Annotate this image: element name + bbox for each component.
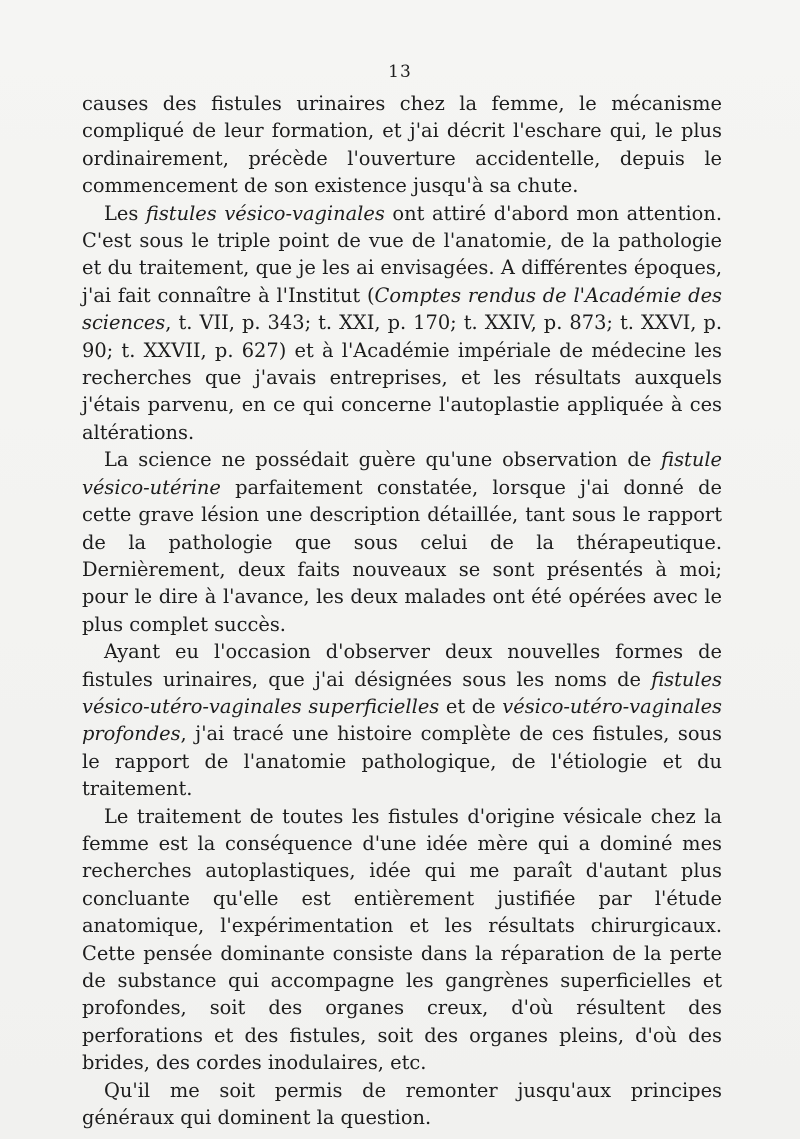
italic-term: vésico-utéro-vaginales profondes bbox=[82, 694, 722, 746]
text-run: , j'ai tracé une histoire complète de ces fistules, sous le rapport de l'anatomie pathologique, de l'étiologie et du traitement. bbox=[82, 722, 722, 801]
text-run: La science ne possédait guère qu'une observation de bbox=[104, 448, 662, 472]
paragraph-3 bbox=[82, 446, 722, 638]
text-run: causes des fistules urinaires chez la femme, le mécanisme compliqué de leur formation, et j'ai décrit l'eschare qui, le plus ordinairement, précède l'ouverture accidentelle, depuis le commencement de son existence jusqu'à sa chute. bbox=[82, 92, 722, 198]
paragraph-1 bbox=[82, 90, 722, 200]
text-run: parfaitement constatée, lorsque j'ai donné de cette grave lésion une description détaillée, tant sous le rapport de la pathologie que sous celui de la thérapeutique. Dernièrement, deux faits nouveaux se sont présentés à moi; pour le dire à l'avance, les deux malades ont été opérées avec le plus complet succès. bbox=[82, 475, 722, 636]
text-run: Le traitement de toutes les fistules d'origine vésicale chez la femme est la conséquence d'une idée mère qui a dominé mes recherches autoplastiques, idée qui me paraît d'autant plus concluante qu'elle est entièrement justifiée par l'étude anatomique, l'expérimentation et les résultats chirurgicaux. Cette pensée dominante consiste dans la réparation de la perte de substance qui accompagne les gangrènes superficielles et profondes, soit des organes creux, d'où résultent des perforations et des fistules, soit des organes pleins, d'où des brides, des cordes inodulaires, etc. bbox=[82, 804, 722, 1075]
italic-term: fistule vésico-utérine bbox=[82, 448, 722, 499]
text-run: ont attiré d'abord mon attention. C'est sous le triple point de vue de l'anatomie, de la pathologie et du traitement, que je les ai envisagées. A différentes époques, j'ai fait connaître à l'Institut ( bbox=[82, 201, 722, 307]
text-run: , t. VII, p. 343; t. XXI, p. 170; t. XXIV, p. 873; t. XXVI, p. 90; t. XXVII, p. 627) et à l'Académie impériale de médecine les recherches que j'avais entreprises, et les résultats auxquels j'étais parvenu, en ce qui concerne l'autoplastie appliquée à ces altérations. bbox=[82, 311, 722, 444]
paragraph-4 bbox=[82, 638, 722, 802]
paragraph-6 bbox=[82, 1077, 722, 1132]
text-run: Les bbox=[104, 201, 146, 225]
paragraph-2 bbox=[82, 200, 722, 447]
paragraph-5 bbox=[82, 803, 722, 1077]
text-run: Qu'il me soit permis de remonter jusqu'aux principes généraux qui dominent la question. bbox=[82, 1078, 722, 1130]
italic-term: fistules vésico-vaginales bbox=[145, 201, 385, 225]
text-run: Ayant eu l'occasion d'observer deux nouvelles formes de fistules urinaires, que j'ai désignées sous les noms de bbox=[82, 640, 722, 691]
text-run: et de bbox=[439, 694, 503, 718]
page-number: 13 bbox=[388, 62, 412, 82]
italic-citation: Comptes rendus de l'Académie des sciences bbox=[82, 283, 722, 335]
body-text bbox=[82, 90, 722, 1131]
italic-term: fistules vésico-utéro-vaginales superficielles bbox=[82, 667, 722, 718]
